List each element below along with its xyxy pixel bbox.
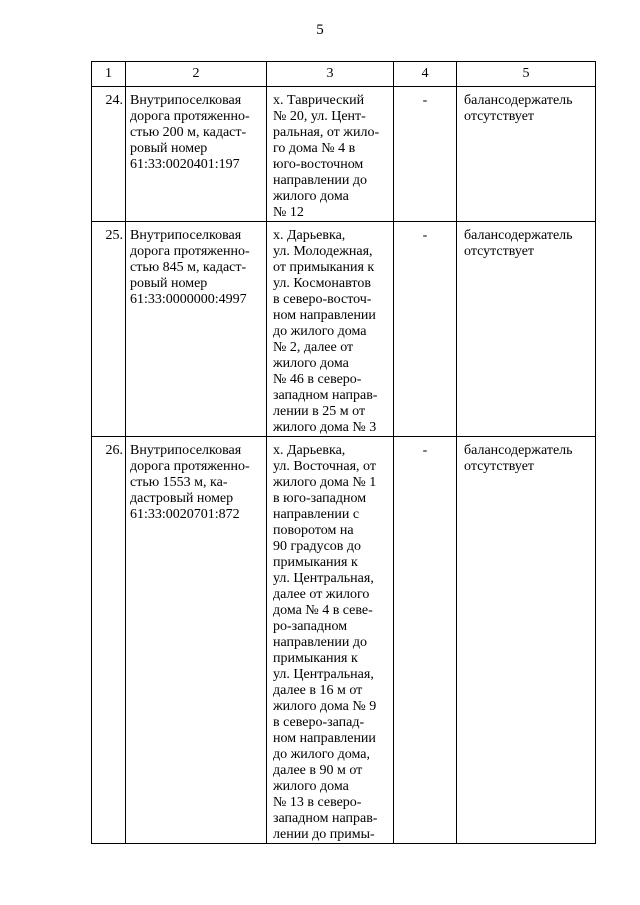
balance-holder: балансодержатель отсутствует bbox=[457, 437, 596, 844]
col-4-value: - bbox=[394, 437, 457, 844]
row-number: 26. bbox=[92, 437, 126, 844]
row-number: 24. bbox=[92, 87, 126, 222]
header-col-5: 5 bbox=[457, 62, 596, 87]
registry-table bbox=[91, 61, 596, 844]
object-name: Внутрипоселковая дорога протяженно- стью 200 м, кадаст- ровый номер 61:33:0020401:197 bbox=[126, 87, 267, 222]
table-row bbox=[92, 437, 596, 844]
col-4-value: - bbox=[394, 222, 457, 437]
table-row bbox=[92, 222, 596, 437]
table-header-row bbox=[92, 62, 596, 87]
page-number: 5 bbox=[316, 22, 324, 38]
col-4-value: - bbox=[394, 87, 457, 222]
header-col-2: 2 bbox=[126, 62, 267, 87]
header-col-3: 3 bbox=[267, 62, 394, 87]
header-col-4: 4 bbox=[394, 62, 457, 87]
table-row bbox=[92, 87, 596, 222]
header-col-1: 1 bbox=[92, 62, 126, 87]
object-address: х. Дарьевка, ул. Восточная, от жилого дома № 1 в юго-западном направлении с поворотом на 90 градусов до примыкания к ул. Центральная, далее от жилого дома № 4 в севе- ро-западном направлении до примыкания к ул. Центральная, далее в 16 м от жилого дома № 9 в северо-запад- ном направлении до жилого дома, далее в 90 м от жилого дома № 13 в северо- западном направ- лении до примы- bbox=[267, 437, 394, 844]
object-address: х. Таврический № 20, ул. Цент- ральная, от жило- го дома № 4 в юго-восточном направлении до жилого дома № 12 bbox=[267, 87, 394, 222]
object-address: х. Дарьевка, ул. Молодежная, от примыкания к ул. Космонавтов в северо-восточ- ном направлении до жилого дома № 2, далее от жилого дома № 46 в северо- западном направ- лении в 25 м от жилого дома № 3 bbox=[267, 222, 394, 437]
balance-holder: балансодержатель отсутствует bbox=[457, 222, 596, 437]
row-number: 25. bbox=[92, 222, 126, 437]
balance-holder: балансодержатель отсутствует bbox=[457, 87, 596, 222]
object-name: Внутрипоселковая дорога протяженно- стью 845 м, кадаст- ровый номер 61:33:0000000:4997 bbox=[126, 222, 267, 437]
object-name: Внутрипоселковая дорога протяженно- стью 1553 м, ка- дастровый номер 61:33:0020701:872 bbox=[126, 437, 267, 844]
